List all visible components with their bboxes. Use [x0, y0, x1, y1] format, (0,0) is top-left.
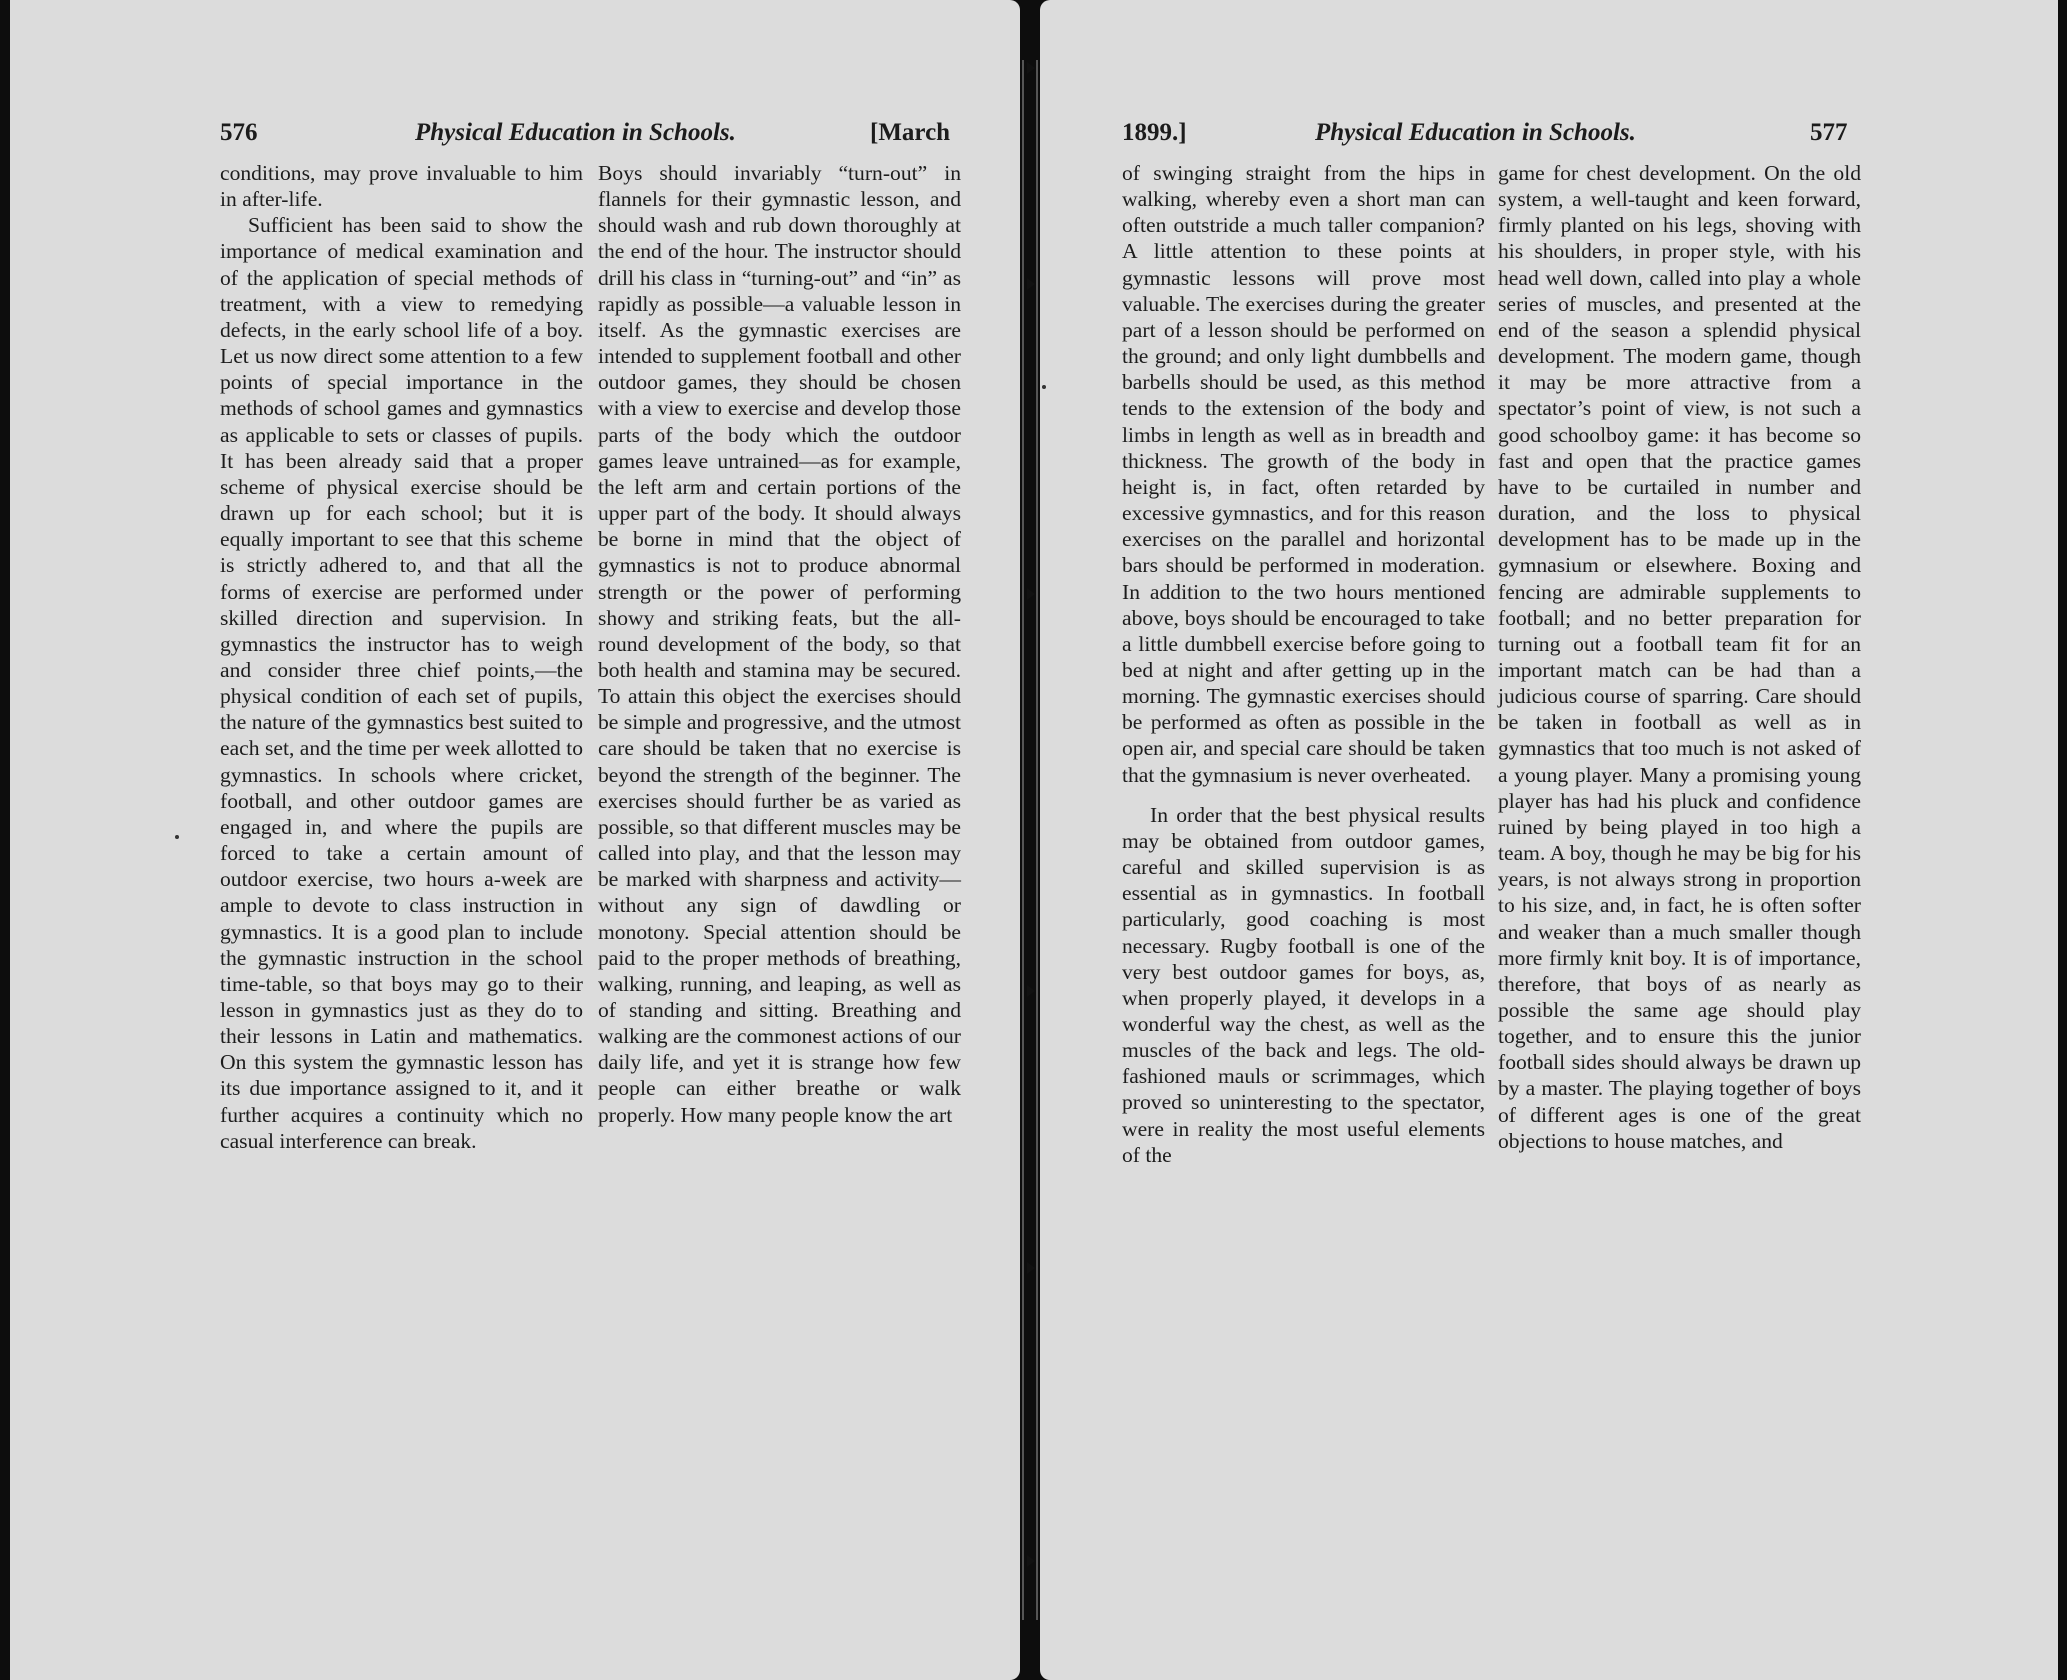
paragraph: Boys should invariably “turn-out” in flannels for their gymnastic lesson, and should wash and rub down thoroughly at the end of the hour. The instructor should drill his class in “turning-out” and “in” as rapidly as possible—a valuable lesson in itself. As the gymnastic exercises are intended to supplement football and other outdoor games, they should be chosen with a view to exercise and develop those parts of the body which the outdoor games leave untrained—as for example, the left arm and certain portions of the upper part of the body. It should always be borne in mind that the object of gymnastics is not to produce abnormal strength or the power of performing showy and striking feats, but the all-round development of the body, so that both health and stamina may be secured. To attain this object the exercises should be simple and progressive, and the utmost care should be taken that no exercise is beyond the strength of the beginner. The exercises should further be as varied as possible, so that different muscles may be called into play, and that the lesson may be marked with sharpness and activity—without any sign of dawdling or monotony. Special attention should be paid to the proper methods of breathing, walking, running, and leaping, as well as of standing and sitting. Breathing and walking are the commonest actions of our daily life, and yet it is strange how few people can either breathe or walk properly. How many people know the art — [598, 161, 961, 1127]
left-page — [10, 0, 1020, 1680]
binding-mark — [1027, 985, 1035, 997]
paragraph: game for chest development. On the old system, a well-taught and keen forward, firmly planted on his legs, shoving with his shoulders, in proper style, with his head well down, called into play a whole series of muscles, and presented at the end of the season a splendid physical development. The modern game, though it may be more attractive from a spectator’s point of view, is not such a good schoolboy game: it has become so fast and open that the practice games have to be curtailed in number and duration, and the loss to physical development has to be made up in the gymnasium or elsewhere. Boxing and fencing are admirable supplements to football; and no better preparation for turning out a football team fit for an important match can be had than a judicious course of sparring. Care should be taken in football as well as in gymnastics that too much is not asked of a young player. Many a promising young player has had his pluck and confidence ruined by being played in too high a team. A boy, though he may be big for his years, is not always strong in proportion to his size, and, in fact, he is often softer and weaker than a much smaller though more firmly knit boy. It is of importance, therefore, that boys of as nearly as possible the same age should play together, and to ensure this the junior football sides should always be drawn up by a master. The playing together of boys of different ages is one of the great objections to house matches, and — [1498, 161, 1861, 1153]
binding-mark — [1027, 588, 1035, 600]
binding-mark — [1027, 278, 1035, 290]
right-page — [1040, 0, 2058, 1680]
text-column-1 — [1122, 160, 1485, 1168]
page-number: 577 — [1810, 119, 1848, 146]
paragraph: In order that the best physical results may be obtained from outdoor games, careful and skilled supervision is as essential as in gymnastics. In football particularly, good coaching is most necessary. Rugby football is one of the very best outdoor games for boys, as, when properly played, it develops in a wonderful way the chest, as well as the muscles of the back and legs. The old-fashioned mauls or scrimmages, which proved so uninteresting to the spectator, were in reality the most useful elements of the — [1122, 802, 1485, 1167]
paper-speck — [1042, 385, 1046, 389]
paragraph: Sufficient has been said to show the importance of medical examination and of the application of special methods of treatment, with a view to remedying defects, in the early school life of a boy. Let us now direct some attention to a few points of special importance in the methods of school games and gymnastics as applicable to sets or classes of pupils. It has been already said that a proper scheme of physical exercise should be drawn up for each school; but it is equally important to see that this scheme is strictly adhered to, and that all the forms of exercise are performed under skilled direction and supervision. In gymnastics the instructor has to weigh and consider three chief points,—the physical condition of each set of pupils, the nature of the gymnastics best suited to each set, and the time per week allotted to gymnastics. In schools where cricket, football, and other outdoor games are engaged in, and where the pupils are forced to take a certain amount of outdoor exercise, two hours a-week are ample to devote to class instruction in gymnastics. It is a good plan to include the gymnastic instruction in the school time-table, so that boys may go to their lesson in gymnastics just as they do to their lessons in Latin and mathematics. On this system the gymnastic lesson has its due importance assigned to it, and it further acquires a continuity which no casual interference can break. — [220, 213, 583, 1153]
running-title: Physical Education in Schools. — [415, 119, 736, 146]
paragraph: of swinging straight from the hips in walking, whereby even a short man can often outstride a much taller companion? A little attention to these points at gymnastic lessons will prove most valuable. The exercises during the greater part of a lesson should be performed on the ground; and only light dumbbells and barbells should be used, as this method tends to the extension of the body and limbs in length as well as in breadth and thickness. The growth of the body in height is, in fact, often retarded by excessive gymnastics, and for this reason exercises on the parallel and horizontal bars should be performed in moderation. In addition to the two hours mentioned above, boys should be encouraged to take a little dumbbell exercise before going to bed at night and after getting up in the morning. The gymnastic exercises should be performed as often as possible in the open air, and special care should be taken that the gymnasium is never overheated. — [1122, 161, 1485, 787]
spine-edge — [1022, 60, 1024, 1620]
page-number: 576 — [220, 119, 258, 146]
running-title: Physical Education in Schools. — [1315, 119, 1636, 146]
binding-mark — [1027, 1555, 1035, 1567]
text-column-2 — [1498, 160, 1861, 1154]
book-gutter — [1020, 0, 1040, 1680]
text-column-2 — [598, 160, 961, 1128]
binding-mark — [1027, 1262, 1035, 1274]
running-date: [March — [870, 119, 951, 146]
running-date: 1899.] — [1122, 119, 1187, 146]
spine-edge — [1036, 60, 1038, 1620]
text-column-1 — [220, 160, 583, 1154]
paragraph: conditions, may prove invaluable to him in after-life. — [220, 161, 583, 212]
binding-mark — [1027, 62, 1035, 74]
paper-speck — [175, 835, 179, 839]
